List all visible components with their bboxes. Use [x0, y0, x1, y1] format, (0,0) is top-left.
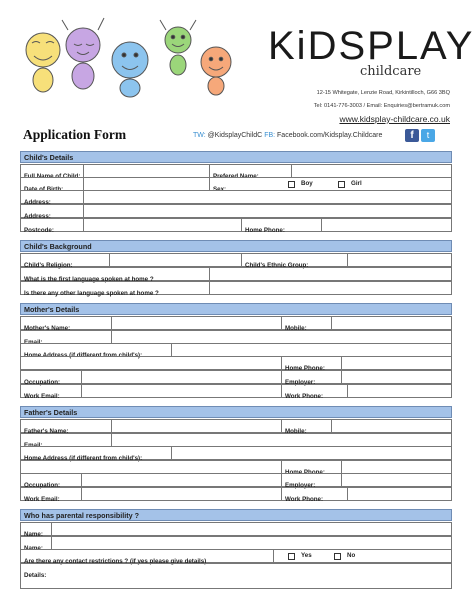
- mother-work-phone-cell: [281, 385, 347, 400]
- girl-label: Girl: [351, 180, 362, 187]
- ethnic-label: Child's Ethnic Group:: [245, 262, 309, 269]
- table-row: [20, 384, 452, 398]
- facebook-handle[interactable]: Facebook.com/Kidsplay.Childcare: [277, 132, 383, 139]
- table-row: [20, 522, 452, 536]
- table-row: [20, 330, 452, 344]
- kids-illustration: [18, 10, 243, 100]
- table-row: [20, 549, 452, 563]
- table-row: [20, 473, 452, 487]
- father-address-extra-field[interactable]: [21, 461, 281, 473]
- mother-employer-cell: [281, 371, 341, 386]
- address-field[interactable]: [83, 191, 453, 203]
- father-name-field[interactable]: [111, 420, 281, 432]
- dob-label: Date of Birth:: [24, 186, 64, 193]
- home-phone-cell: [241, 219, 321, 234]
- first-language-field[interactable]: [209, 268, 453, 280]
- preferred-name-cell: [209, 165, 289, 180]
- mother-employer-field[interactable]: [341, 371, 453, 383]
- table-row: [20, 204, 452, 218]
- logo-subtitle: childcare: [360, 64, 422, 79]
- mother-mobile-label: Mobile:: [285, 325, 307, 332]
- full-name-field[interactable]: [83, 165, 209, 177]
- father-employer-cell: [281, 474, 341, 489]
- mother-mobile-field[interactable]: [331, 317, 453, 329]
- ethnic-cell: [241, 254, 347, 269]
- father-email-field[interactable]: [111, 434, 453, 446]
- section-parental-responsibility: Who has parental responsibility ?: [20, 509, 452, 521]
- home-phone-label: Home Phone:: [245, 227, 285, 234]
- mother-home-phone-field[interactable]: [341, 357, 453, 369]
- dob-field[interactable]: [83, 178, 209, 190]
- ethnic-field[interactable]: [347, 254, 453, 266]
- boy-label: Boy: [301, 180, 313, 187]
- table-row: [20, 419, 452, 433]
- social-line: [193, 132, 382, 139]
- father-mobile-field[interactable]: [331, 420, 453, 432]
- table-row: [20, 190, 452, 204]
- address-label: Address:: [24, 213, 51, 220]
- boy-checkbox[interactable]: [288, 181, 295, 188]
- parental-name-label: Name:: [24, 531, 43, 538]
- details-label: Details:: [24, 572, 47, 579]
- parental-name-field[interactable]: [51, 523, 453, 535]
- mother-email-field[interactable]: [111, 331, 453, 343]
- table-row: [20, 343, 452, 357]
- mother-occupation-label: Occupation:: [24, 379, 61, 386]
- mother-home-address-field[interactable]: [171, 344, 453, 356]
- table-row: [20, 433, 452, 447]
- father-work-email-field[interactable]: [81, 488, 281, 500]
- section-child-details: Child's Details: [20, 151, 452, 163]
- girl-checkbox[interactable]: [338, 181, 345, 188]
- father-home-phone-label: Home Phone:: [285, 469, 325, 476]
- first-language-label: What is the first language spoken at home ?: [24, 276, 154, 283]
- mother-home-phone-cell: [281, 357, 341, 372]
- table-row: [20, 446, 452, 460]
- mother-work-email-label: Work Email:: [24, 393, 60, 400]
- address-field[interactable]: [83, 205, 453, 217]
- table-row: [20, 536, 452, 550]
- father-work-phone-cell: [281, 488, 347, 503]
- other-language-label: Is there any other language spoken at home ?: [24, 290, 159, 297]
- restrictions-label: Are there any contact restrictions ? (if yes please give details): [24, 558, 207, 565]
- table-row: [20, 281, 452, 295]
- father-work-phone-label: Work Phone:: [285, 496, 324, 503]
- table-row: [20, 370, 452, 384]
- father-home-phone-cell: [281, 461, 341, 476]
- father-work-email-label: Work Email:: [24, 496, 60, 503]
- twitter-handle[interactable]: @KidsplayChildC: [207, 132, 263, 139]
- parental-name-label: Name:: [24, 545, 43, 552]
- postcode-field[interactable]: [83, 219, 241, 231]
- twitter-icon[interactable]: t: [421, 129, 435, 142]
- mother-mobile-cell: [281, 317, 331, 332]
- section-mother-details: Mother's Details: [20, 303, 452, 315]
- father-mobile-cell: [281, 420, 331, 435]
- table-row: [20, 267, 452, 281]
- parental-name-field[interactable]: [51, 537, 453, 549]
- mother-employer-label: Employer:: [285, 379, 316, 386]
- mother-home-phone-label: Home Phone:: [285, 365, 325, 372]
- mother-work-phone-label: Work Phone:: [285, 393, 324, 400]
- restrictions-options: [273, 550, 453, 562]
- father-home-phone-field[interactable]: [341, 461, 453, 473]
- logo-text: KiDSPLAY: [268, 24, 474, 68]
- father-employer-label: Employer:: [285, 482, 316, 489]
- father-occupation-field[interactable]: [81, 474, 281, 486]
- home-phone-field[interactable]: [321, 219, 453, 231]
- twitter-prefix: TW:: [193, 132, 206, 139]
- mother-name-label: Mother's Name:: [24, 325, 71, 332]
- section-child-background: Child's Background: [20, 240, 452, 252]
- facebook-prefix: FB:: [264, 132, 276, 139]
- mother-home-address-label: Home Address (if different from child's):: [24, 352, 143, 359]
- table-row: [20, 177, 452, 191]
- postcode-label: Postcode:: [24, 227, 54, 234]
- father-home-address-field[interactable]: [171, 447, 453, 459]
- father-occupation-label: Occupation:: [24, 482, 61, 489]
- table-row: [20, 487, 452, 501]
- preferred-name-label: Prefered Name:: [213, 173, 259, 180]
- details-box[interactable]: [20, 563, 452, 589]
- mother-work-email-field[interactable]: [81, 385, 281, 397]
- table-row: [20, 356, 452, 370]
- address-label: Address:: [24, 199, 51, 206]
- father-email-label: Email:: [24, 442, 43, 449]
- table-row: [20, 164, 452, 178]
- address-line: 12-15 Whitegate, Lenzie Road, Kirkintilloch, G66 3BQ: [316, 90, 450, 96]
- mother-occupation-field[interactable]: [81, 371, 281, 383]
- table-row: [20, 253, 452, 267]
- sex-label: Sex:: [213, 186, 227, 193]
- yes-label: Yes: [301, 552, 312, 559]
- contact-line: Tel: 0141-776-3003 / Email: Enquiries@bertramuk.com: [313, 103, 450, 109]
- table-row: [20, 316, 452, 330]
- religion-field[interactable]: [109, 254, 241, 266]
- facebook-icon[interactable]: f: [405, 129, 419, 142]
- form-title: Application Form: [23, 127, 127, 142]
- mother-address-extra-field[interactable]: [21, 357, 281, 369]
- no-checkbox[interactable]: [334, 553, 341, 560]
- religion-label: Child's Religion:: [24, 262, 73, 269]
- father-name-label: Father's Name:: [24, 428, 69, 435]
- website-link[interactable]: www.kidsplay-childcare.co.uk: [339, 114, 450, 124]
- sex-cell: [209, 178, 453, 193]
- yes-checkbox[interactable]: [288, 553, 295, 560]
- table-row: [20, 460, 452, 474]
- other-language-field[interactable]: [209, 282, 453, 294]
- father-employer-field[interactable]: [341, 474, 453, 486]
- no-label: No: [347, 552, 356, 559]
- full-name-label: Full Name of Child:: [24, 173, 81, 180]
- table-row: [20, 218, 452, 232]
- father-work-phone-field[interactable]: [347, 488, 453, 500]
- preferred-name-field[interactable]: [291, 165, 453, 177]
- father-mobile-label: Mobile:: [285, 428, 307, 435]
- section-father-details: Father's Details: [20, 406, 452, 418]
- mother-name-field[interactable]: [111, 317, 281, 329]
- father-home-address-label: Home Address (if different from child's):: [24, 455, 143, 462]
- mother-email-label: Email:: [24, 339, 43, 346]
- mother-work-phone-field[interactable]: [347, 385, 453, 397]
